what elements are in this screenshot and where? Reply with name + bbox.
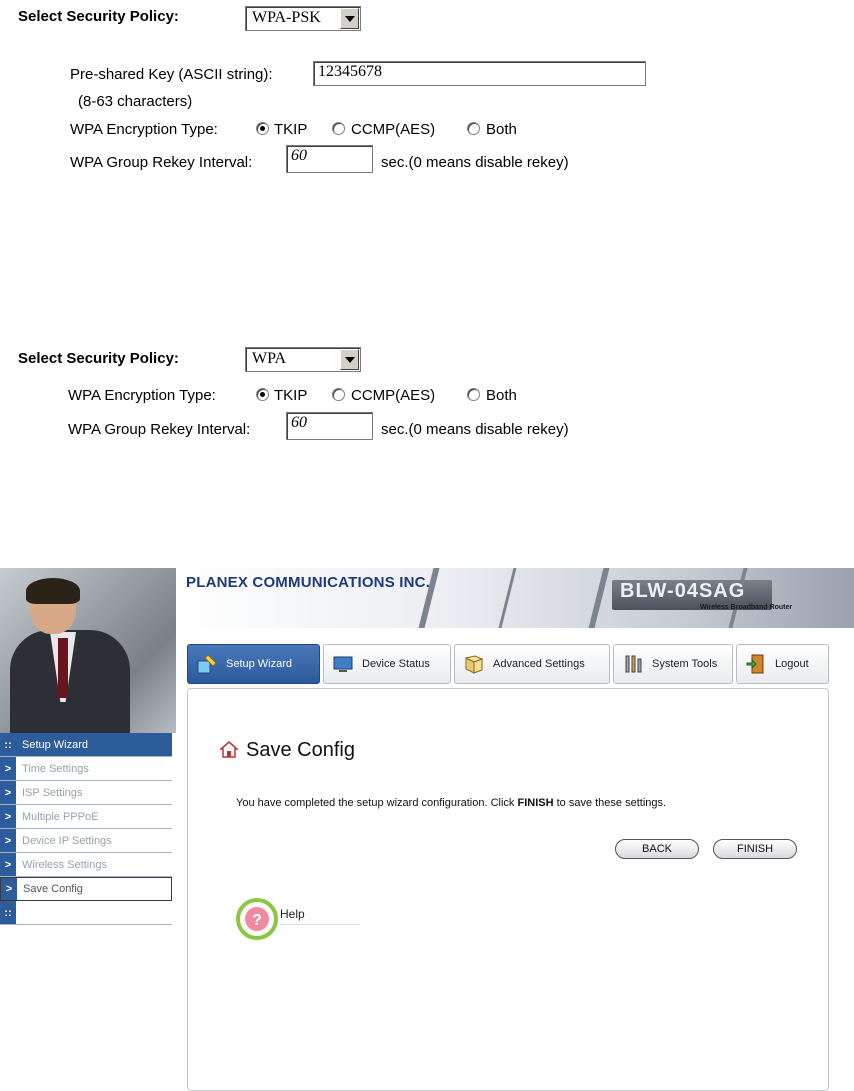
encryption-radio-ccmp-2[interactable] — [332, 388, 345, 401]
sidebar-item-setup-wizard[interactable] — [0, 733, 172, 757]
sidebar-marker: :: — [0, 733, 16, 756]
tab-advanced-settings[interactable] — [454, 644, 610, 684]
psk-label: Pre-shared Key (ASCII string): — [70, 66, 273, 83]
message-text: You have completed the setup wizard configuration. Click — [236, 797, 518, 809]
content-panel — [187, 688, 829, 1091]
businessman-photo — [0, 568, 176, 733]
sidebar-marker: :: — [0, 901, 16, 924]
sidebar-item-label: Device IP Settings — [22, 834, 112, 847]
sidebar-item-device-ip-settings[interactable] — [0, 829, 172, 853]
help-link[interactable]: Help — [280, 907, 360, 925]
wizard-icon — [196, 653, 218, 675]
sidebar-item-label: Time Settings — [22, 762, 89, 775]
rekey-interval-input[interactable]: 60 — [286, 145, 373, 173]
sidebar-item-label: Save Config — [23, 883, 83, 895]
svg-text:?: ? — [252, 912, 262, 929]
sidebar-item-empty — [0, 901, 172, 925]
completion-message — [236, 797, 666, 809]
encryption-radio-tkip[interactable] — [256, 122, 269, 135]
encryption-option-ccmp: CCMP(AES) — [351, 121, 436, 138]
page-title: Save Config — [246, 739, 355, 761]
finish-button[interactable]: FINISH — [713, 839, 797, 859]
tab-logout[interactable] — [736, 644, 829, 684]
rekey-label-2: WPA Group Rekey Interval: — [68, 421, 251, 438]
sidebar-item-label: Setup Wizard — [22, 738, 89, 751]
rekey-suffix-2: sec.(0 means disable rekey) — [381, 421, 569, 438]
chevron-right-icon: > — [0, 805, 16, 828]
tab-label: Device Status — [362, 658, 430, 670]
encryption-option-both-2: Both — [486, 387, 517, 404]
encryption-radio-ccmp[interactable] — [332, 122, 345, 135]
brand-logo: PLANEX COMMUNICATIONS INC. — [186, 574, 431, 591]
rekey-suffix: sec.(0 means disable rekey) — [381, 154, 569, 171]
home-icon — [220, 741, 238, 759]
tab-label: Advanced Settings — [493, 658, 585, 670]
help-icon[interactable] — [236, 898, 278, 940]
message-text-end: to save these settings. — [553, 797, 667, 809]
sidebar-item-save-config[interactable] — [0, 877, 172, 901]
door-icon — [745, 653, 767, 675]
sidebar-item-label: ISP Settings — [22, 786, 83, 799]
sidebar-item-label: Multiple PPPoE — [22, 810, 99, 823]
sidebar-item-multiple-pppoe[interactable] — [0, 805, 172, 829]
chevron-down-icon[interactable] — [340, 8, 359, 29]
encryption-radio-both-2[interactable] — [467, 388, 480, 401]
sidebar-item-wireless-settings[interactable] — [0, 853, 172, 877]
encryption-radio-tkip-2[interactable] — [256, 388, 269, 401]
security-policy-select[interactable] — [245, 6, 361, 31]
model-name: BLW-04SAG — [620, 580, 746, 602]
encryption-option-ccmp-2: CCMP(AES) — [351, 387, 436, 404]
encryption-type-label-2: WPA Encryption Type: — [68, 387, 216, 404]
encryption-radio-both[interactable] — [467, 122, 480, 135]
policy-label-2: Select Security Policy: — [18, 350, 179, 367]
policy-label: Select Security Policy: — [18, 8, 179, 25]
chevron-right-icon: > — [0, 781, 16, 804]
tab-label: System Tools — [652, 658, 718, 670]
encryption-option-both: Both — [486, 121, 517, 138]
psk-input[interactable]: 12345678 — [313, 61, 646, 86]
security-policy-value-2: WPA — [252, 350, 287, 367]
message-emphasis: FINISH — [517, 797, 554, 809]
security-policy-select-2[interactable] — [245, 347, 361, 372]
tab-label: Setup Wizard — [226, 658, 293, 670]
chevron-right-icon: > — [0, 853, 16, 876]
encryption-type-label: WPA Encryption Type: — [70, 121, 218, 138]
tab-system-tools[interactable] — [613, 644, 733, 684]
chevron-right-icon: > — [1, 878, 17, 900]
psk-hint: (8-63 characters) — [78, 93, 193, 110]
rekey-label: WPA Group Rekey Interval: — [70, 154, 253, 171]
tab-setup-wizard[interactable] — [187, 644, 320, 684]
model-subtitle: Wireless Broadband Router — [700, 604, 793, 611]
encryption-option-tkip-2: TKIP — [274, 387, 308, 404]
tools-icon — [622, 653, 644, 675]
rekey-interval-input-2[interactable]: 60 — [286, 412, 373, 440]
settings-book-icon — [463, 653, 485, 675]
router-screenshot — [0, 568, 854, 1091]
chevron-down-icon[interactable] — [340, 349, 359, 370]
back-button[interactable]: BACK — [615, 839, 699, 859]
tab-device-status[interactable] — [323, 644, 451, 684]
sidebar-item-isp-settings[interactable] — [0, 781, 172, 805]
monitor-icon — [332, 653, 354, 675]
encryption-option-tkip: TKIP — [274, 121, 308, 138]
chevron-right-icon: > — [0, 829, 16, 852]
chevron-right-icon: > — [0, 757, 16, 780]
security-policy-value: WPA-PSK — [252, 9, 321, 26]
sidebar-item-time-settings[interactable] — [0, 757, 172, 781]
tab-label: Logout — [775, 658, 809, 670]
sidebar-item-label: Wireless Settings — [22, 858, 107, 871]
